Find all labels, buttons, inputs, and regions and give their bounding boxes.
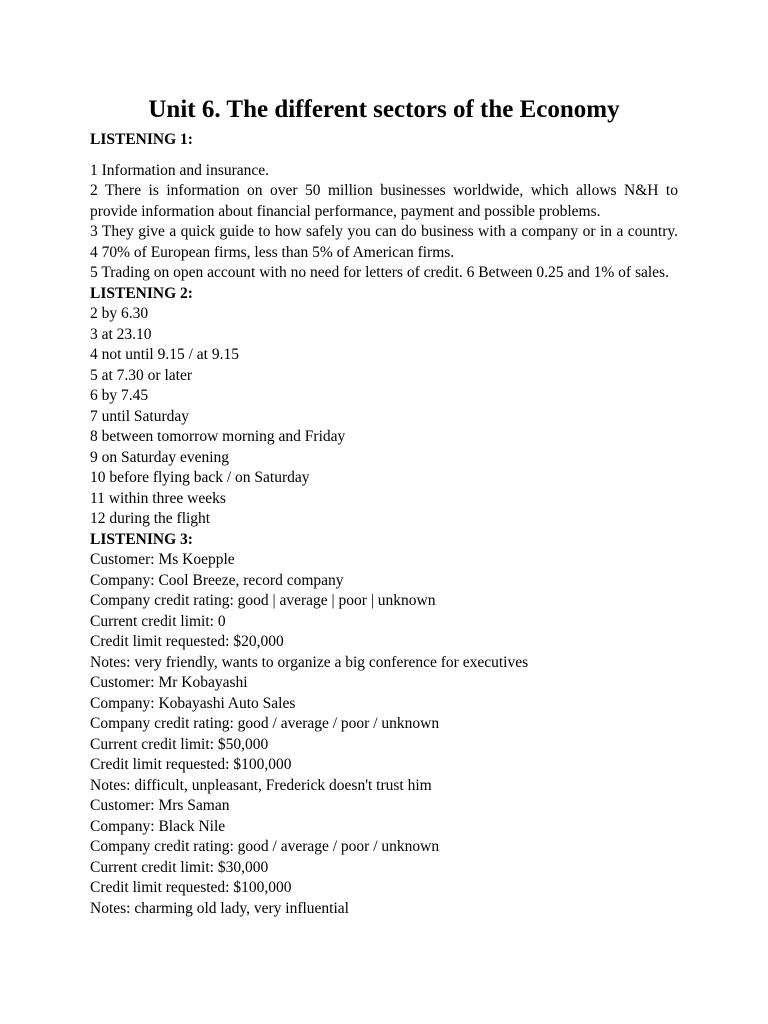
listening-3-notes: Notes: difficult, unpleasant, Frederick doesn't trust him	[90, 776, 432, 794]
listening-2-heading: LISTENING 2:	[90, 284, 193, 302]
listening-3-notes: Notes: charming old lady, very influential	[90, 899, 349, 917]
listening-3-heading: LISTENING 3:	[90, 530, 193, 548]
listening-3-credit-rating: Company credit rating: good / average / poor / unknown	[90, 838, 440, 855]
listening-2-answer: 7 until Saturday	[90, 407, 190, 425]
section-gap	[90, 151, 678, 161]
document-page	[90, 90, 678, 919]
listening-3-current-limit: Current credit limit: $30,000	[90, 858, 269, 876]
listening-1-heading: LISTENING 1:	[90, 131, 193, 148]
listening-3-company: Company: Kobayashi Auto Sales	[90, 694, 296, 712]
listening-3-requested-limit: Credit limit requested: $20,000	[90, 633, 284, 650]
listening-2-answer: 6 by 7.45	[90, 387, 149, 404]
listening-3-customer: Customer: Mr Kobayashi	[90, 674, 248, 691]
listening-3-company: Company: Black Nile	[90, 817, 226, 835]
listening-1-answer: 2 There is information on over 50 million businesses worldwide, which allows N&H to provide information about financial performance, payment and possible problems.	[90, 182, 678, 220]
listening-3-requested-limit: Credit limit requested: $100,000	[90, 756, 292, 773]
listening-2-answer: 8 between tomorrow morning and Friday	[90, 428, 346, 445]
listening-3-current-limit: Current credit limit: 0	[90, 612, 226, 630]
listening-3-credit-rating: Company credit rating: good | average | poor | unknown	[90, 592, 436, 609]
listening-3-customer: Customer: Ms Koepple	[90, 551, 235, 568]
listening-3-requested-limit: Credit limit requested: $100,000	[90, 879, 292, 896]
listening-3-customer: Customer: Mrs Saman	[90, 797, 230, 814]
document-title: Unit 6. The different sectors of the Economy	[148, 96, 620, 123]
listening-1-answer: 1 Information and insurance.	[90, 161, 270, 179]
listening-2-answer: 5 at 7.30 or later	[90, 366, 193, 384]
listening-2-answer: 9 on Saturday evening	[90, 448, 230, 466]
listening-2-answer: 11 within three weeks	[90, 489, 226, 507]
listening-2-answer: 4 not until 9.15 / at 9.15	[90, 346, 239, 363]
listening-2-answer: 2 by 6.30	[90, 305, 149, 322]
listening-3-current-limit: Current credit limit: $50,000	[90, 735, 269, 753]
listening-1-answer: 5 Trading on open account with no need for letters of credit. 6 Between 0.25 and 1% of sales.	[90, 264, 669, 281]
listening-3-notes: Notes: very friendly, wants to organize a big conference for executives	[90, 653, 529, 671]
listening-2-answer: 3 at 23.10	[90, 325, 152, 343]
listening-1-answer: 3 They give a quick guide to how safely you can do business with a company or in a country. 4 70% of European firms, less than 5% of American firms.	[90, 223, 678, 261]
listening-2-answer: 12 during the flight	[90, 510, 211, 527]
listening-2-answer: 10 before flying back / on Saturday	[90, 469, 310, 486]
listening-3-company: Company: Cool Breeze, record company	[90, 571, 344, 589]
listening-3-credit-rating: Company credit rating: good / average / poor / unknown	[90, 715, 440, 732]
